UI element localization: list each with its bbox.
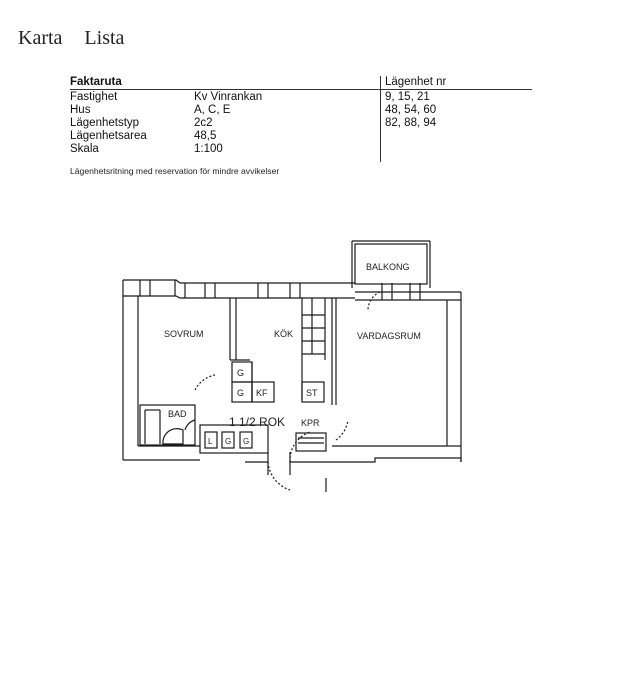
label-kok: KÖK xyxy=(274,329,294,339)
label-g: G xyxy=(243,437,250,446)
fact-label: Skala xyxy=(70,143,99,155)
lagenhet-value: 82, 88, 94 xyxy=(385,117,437,129)
label-vardagsrum: VARDAGSRUM xyxy=(357,331,421,341)
column-divider xyxy=(380,76,381,162)
lagenhet-value: 9, 15, 21 xyxy=(385,91,430,103)
fact-label: Lägenhetsarea xyxy=(70,130,147,142)
label-g: G xyxy=(237,368,245,378)
header-divider xyxy=(70,89,532,90)
label-sovrum: SOVRUM xyxy=(164,329,204,339)
faktaruta xyxy=(70,76,532,162)
label-balkong: BALKONG xyxy=(366,262,410,272)
fact-value: 48,5 xyxy=(194,130,217,142)
label-kf: KF xyxy=(256,388,268,398)
fact-label: Hus xyxy=(70,104,91,116)
label-g: G xyxy=(237,388,245,398)
label-kpr: KPR xyxy=(301,418,320,428)
lagenhet-value: 48, 54, 60 xyxy=(385,104,437,116)
tab-karta[interactable]: Karta xyxy=(18,27,63,49)
lagenhet-title: Lägenhet nr xyxy=(385,76,447,88)
fact-value: A, C, E xyxy=(194,104,231,116)
label-st: ST xyxy=(306,388,318,398)
fact-label: Lägenhetstyp xyxy=(70,117,140,129)
label-rok: 1 1/2 ROK xyxy=(229,415,286,429)
view-tabs xyxy=(18,27,124,51)
reservation-note: Lägenhetsritning med reservation för mindre avvikelser xyxy=(70,166,280,176)
fact-value: Kv Vinrankan xyxy=(194,91,263,103)
label-l: L xyxy=(208,437,213,446)
label-bad: BAD xyxy=(168,409,187,419)
fact-value: 1:100 xyxy=(194,143,223,155)
balcony-outline xyxy=(355,244,427,284)
faktaruta-title: Faktaruta xyxy=(70,76,122,88)
fact-value: 2c2 xyxy=(194,117,213,129)
fact-label: Fastighet xyxy=(70,91,118,103)
tab-lista[interactable]: Lista xyxy=(84,27,125,49)
label-g: G xyxy=(225,437,232,446)
